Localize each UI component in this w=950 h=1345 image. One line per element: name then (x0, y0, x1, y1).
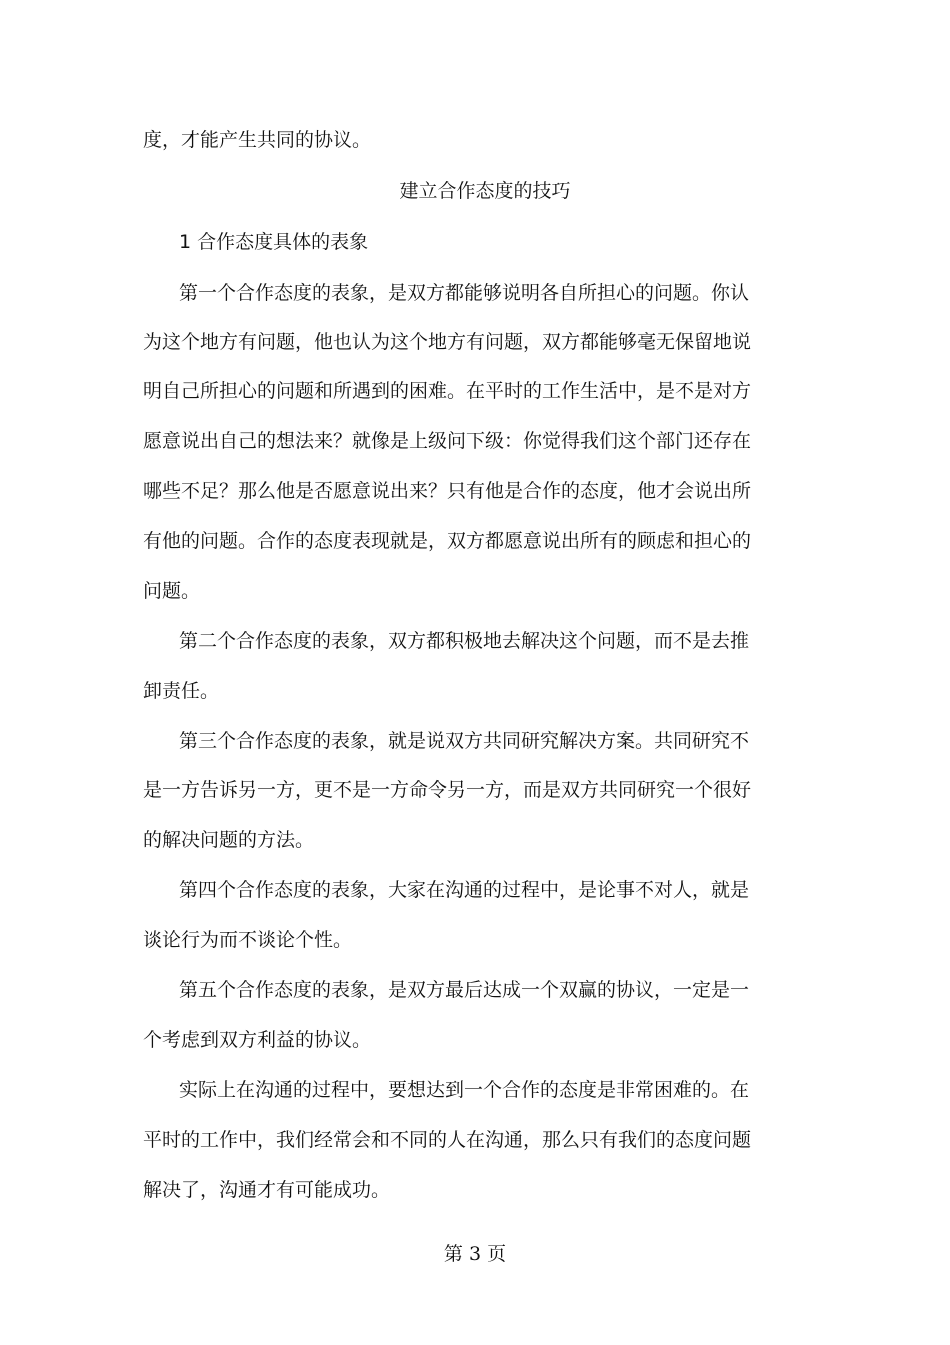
paragraph-line: 第四个合作态度的表象，大家在沟通的过程中，是论事不对人，就是 (179, 879, 750, 901)
paragraph-line: 第三个合作态度的表象，就是说双方共同研究解决方案。共同研究不 (179, 730, 750, 752)
paragraph-line: 有他的问题。合作的态度表现就是，双方都愿意说出所有的顾虑和担心的 (143, 530, 752, 552)
paragraph-line: 实际上在沟通的过程中，要想达到一个合作的态度是非常困难的。在 (179, 1079, 750, 1101)
paragraph-line: 的解决问题的方法。 (143, 829, 315, 851)
paragraph-line: 解决了，沟通才有可能成功。 (143, 1179, 391, 1201)
paragraph-line: 平时的工作中，我们经常会和不同的人在沟通，那么只有我们的态度问题 (143, 1129, 752, 1151)
paragraph-line: 谈论行为而不谈论个性。 (143, 929, 353, 951)
paragraph-line: 第五个合作态度的表象，是双方最后达成一个双赢的协议，一定是一 (179, 979, 750, 1001)
paragraph-line: 个考虑到双方利益的协议。 (143, 1029, 372, 1051)
paragraph-line: 度，才能产生共同的协议。 (143, 129, 372, 151)
paragraph-line: 第二个合作态度的表象，双方都积极地去解决这个问题，而不是去推 (179, 630, 750, 652)
paragraph-line: 哪些不足？那么他是否愿意说出来？只有他是合作的态度，他才会说出所 (143, 480, 752, 502)
paragraph-line: 为这个地方有问题，他也认为这个地方有问题，双方都能够毫无保留地说 (143, 331, 752, 353)
paragraph-line: 是一方告诉另一方，更不是一方命令另一方，而是双方共同研究一个很好 (143, 779, 752, 801)
paragraph-line: 愿意说出自己的想法来？就像是上级问下级：你觉得我们这个部门还存在 (143, 430, 752, 452)
paragraph-line: 卸责任。 (143, 680, 220, 702)
paragraph-line: 问题。 (143, 580, 201, 602)
section-heading: 建立合作态度的技巧 (399, 180, 571, 202)
paragraph-line: 明自己所担心的问题和所遇到的困难。在平时的工作生活中，是不是对方 (143, 380, 752, 402)
page-number: 第 3 页 (443, 1243, 507, 1265)
paragraph-line: 第一个合作态度的表象，是双方都能够说明各自所担心的问题。你认 (179, 282, 750, 304)
subsection-heading: 1 合作态度具体的表象 (179, 231, 369, 253)
